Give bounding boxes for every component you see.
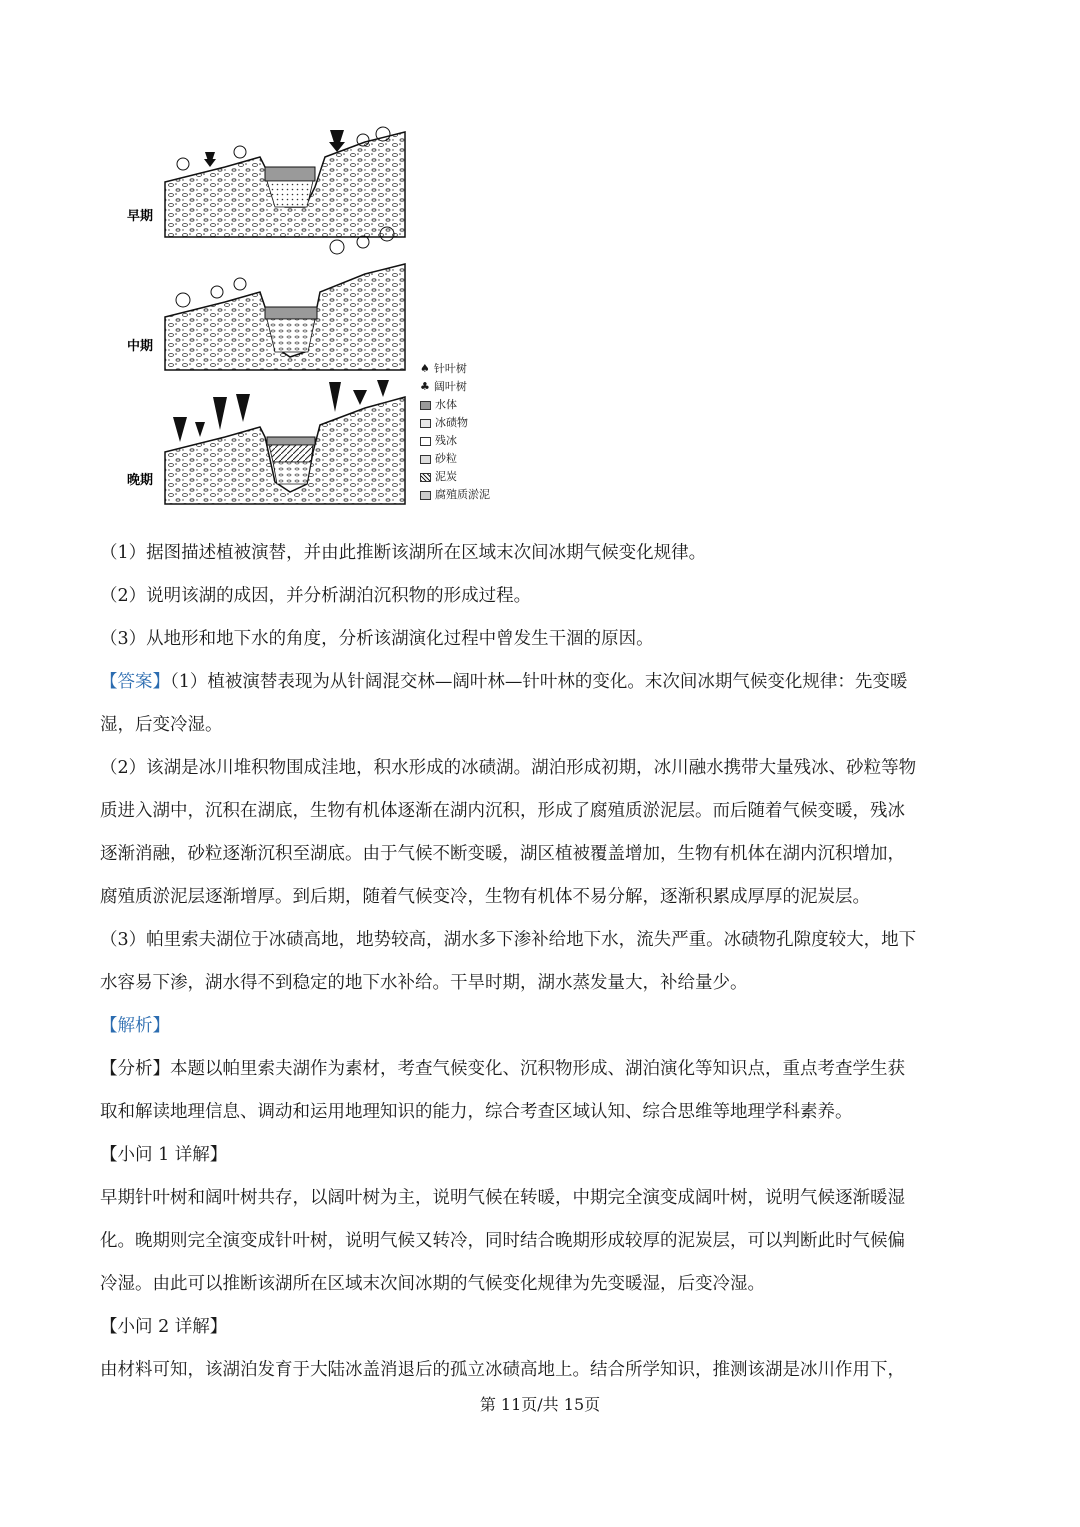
answer-line: 【答案】（1）植被演替表现为从针阔混交林—阔叶林—针叶林的变化。末次间冰期气候变化规律：先变暖 xyxy=(100,672,908,692)
q1-line: 化。晚期则完全演变成针叶树，说明气候又转冷，同时结合晚期形成较厚的泥炭层，可以判断此时气候偏 xyxy=(100,1231,905,1251)
q2-heading: 【小问 2 详解】 xyxy=(100,1317,228,1337)
lake-evolution-figure xyxy=(125,112,505,512)
conifer-icon: ♠ xyxy=(420,362,430,375)
peat-swatch xyxy=(420,473,431,482)
page-footer: 第 11页/共 15页 xyxy=(479,1395,601,1414)
legend-item: ♣ 阔叶树 xyxy=(420,378,490,396)
question-3: （3）从地形和地下水的角度，分析该湖演化过程中曾发生干涸的原因。 xyxy=(100,629,654,649)
q1-line: 冷湿。由此可以推断该湖所在区域末次间冰期的气候变化规律为先变暖湿，后变冷湿。 xyxy=(100,1274,765,1294)
legend-item: ♠ 针叶树 xyxy=(420,360,490,378)
legend-item: 水体 xyxy=(420,396,490,414)
answer-line: （3）帕里索夫湖位于冰碛高地，地势较高，湖水多下渗补给地下水，流失严重。冰碛物孔隙度较大，地下 xyxy=(100,930,917,950)
answer-line: 质进入湖中，沉积在湖底，生物有机体逐渐在湖内沉积，形成了腐殖质淤泥层。而后随着气候变暖，残冰 xyxy=(100,801,905,821)
q1-line: 早期针叶树和阔叶树共存，以阔叶树为主，说明气候在转暖，中期完全演变成阔叶树，说明气候逐渐暖湿 xyxy=(100,1188,905,1208)
ice-swatch xyxy=(420,437,431,446)
answer-line: 湿，后变冷湿。 xyxy=(100,715,223,735)
late-panel xyxy=(165,380,405,504)
answer-tag: 【答案】 xyxy=(100,672,170,692)
legend-item: 残冰 xyxy=(420,432,490,450)
q1-heading: 【小问 1 详解】 xyxy=(100,1145,228,1165)
panel-label-early: 早期 xyxy=(127,209,154,224)
analysis-line: 取和解读地理信息、调动和运用地理知识的能力，综合考查区域认知、综合思维等地理学科素养。 xyxy=(100,1102,853,1122)
analysis-tag: 【解析】 xyxy=(100,1016,170,1036)
q2-line: 由材料可知，该湖泊发育于大陆冰盖消退后的孤立冰碛高地上。结合所学知识，推测该湖是冰川作用下， xyxy=(100,1360,905,1380)
water-swatch xyxy=(420,401,431,410)
question-1: （1）据图描述植被演替，并由此推断该湖所在区域末次间冰期气候变化规律。 xyxy=(100,543,707,563)
answer-line: 腐殖质淤泥层逐渐增厚。到后期，随着气候变冷，生物有机体不易分解，逐渐积累成厚厚的泥炭层。 xyxy=(100,887,870,907)
panel-label-late: 晚期 xyxy=(127,473,154,488)
sand-swatch xyxy=(420,455,431,464)
answer-line: 水容易下渗，湖水得不到稳定的地下水补给。干旱时期，湖水蒸发量大，补给量少。 xyxy=(100,973,748,993)
answer-line: （2）该湖是冰川堆积物围成洼地，积水形成的冰碛湖。湖泊形成初期，冰川融水携带大量残冰、砂粒等物 xyxy=(100,758,917,778)
broadleaf-icon: ♣ xyxy=(420,380,430,393)
question-2: （2）说明该湖的成因，并分析湖泊沉积物的形成过程。 xyxy=(100,586,532,606)
document-body xyxy=(100,532,985,1392)
legend-item: 砂粒 xyxy=(420,450,490,468)
middle-panel xyxy=(165,227,405,370)
legend xyxy=(420,360,490,504)
analysis-line: 【分析】本题以帕里索夫湖作为素材，考查气候变化、沉积物形成、湖泊演化等知识点，重点考查学生获 xyxy=(100,1059,905,1079)
panel-label-middle: 中期 xyxy=(127,339,154,354)
legend-item: 腐殖质淤泥 xyxy=(420,486,490,504)
early-panel xyxy=(165,127,405,237)
legend-item: 泥炭 xyxy=(420,468,490,486)
answer-line: 逐渐消融，砂粒逐渐沉积至湖底。由于气候不断变暖，湖区植被覆盖增加，生物有机体在湖内沉积增加， xyxy=(100,844,905,864)
moraine-swatch xyxy=(420,419,431,428)
legend-item: 冰碛物 xyxy=(420,414,490,432)
humus-swatch xyxy=(420,491,431,500)
